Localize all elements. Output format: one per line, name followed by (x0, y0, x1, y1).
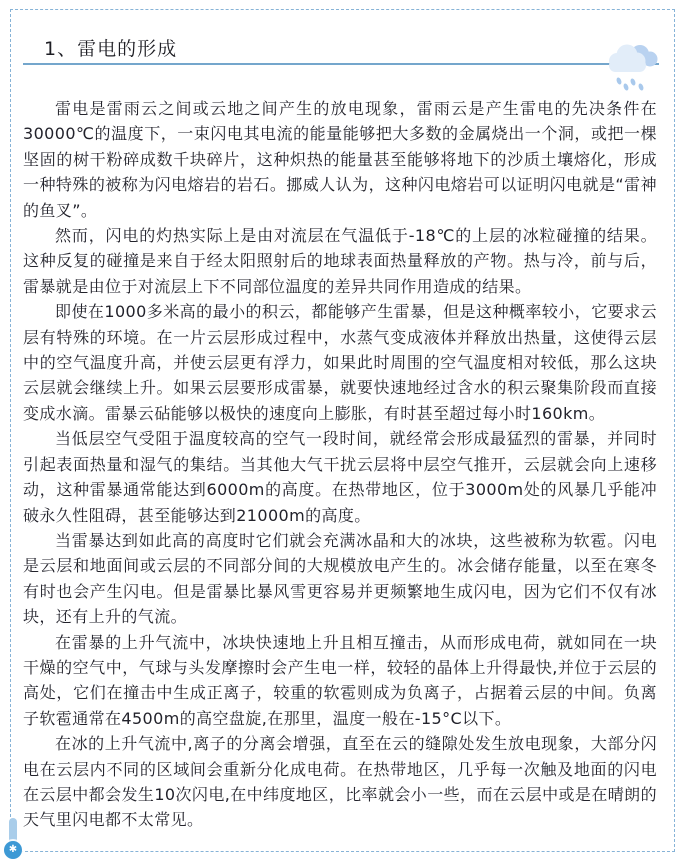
paragraph-graupel-discharge: 当雷暴达到如此高的高度时它们就会充满冰晶和大的冰块，这些被称为软雹。闪电是云层和地面间或云层的不同部分间的大规模放电产生的。冰会储存能量，以至在寒冬有时也会产生闪电。但是雷暴比暴风雪更容易并更频繁地生成闪电，因为它们不仅有冰块，还有上升的气流。 (23, 530, 657, 627)
paragraph-heat-origin: 然而，闪电的灼热实际上是由对流层在气温低于-18℃的上层的冰粒碰撞的结果。这种反复的碰撞是来自于经太阳照射后的地球表面热量释放的产物。热与冷，前与后，雷暴就是由位于对流层上下不同部位温度的差异共同作用造成的结果。 (23, 226, 657, 296)
paragraph-storm-height: 当低层空气受阻于温度较高的空气一段时间，就经常会形成最猛烈的雷暴，并同时引起表面热量和湿气的集结。当其他大气干扰云层将中层空气推开，云层就会向上速移动，这种雷暴通常能达到6000m的高度。在热带地区，位于3000m处的风暴几乎能冲破永久性阻碍，甚至能够达到21000m的高度。 (23, 429, 657, 525)
heading-underline (23, 63, 659, 65)
paragraph-charge-separation: 在雷暴的上升气流中，冰块快速地上升且相互撞击，从而形成电荷，就如同在一块干燥的空气中，气球与头发摩擦时会产生电一样，较轻的晶体上升得最快,并位于云层的高处，它们在撞击中生成正离子，较重的软雹则成为负离子，占据着云层的中间。负离子软雹通常在4500m的高空盘旋,在那里，温度一般在-15°C以下。 (23, 632, 657, 728)
snowflake-glyph: ✱ (8, 844, 18, 855)
article-body (23, 96, 657, 833)
paragraph-cumulus-formation: 即使在1000多米高的最小的积云，都能够产生雷暴，但是这种概率较小，它要求云层有特殊的环境。在一片云层形成过程中，水蒸气变成液体并释放出热量，这使得云层中的空气温度升高，并使云层更有浮力，如果此时周围的空气温度相对较低，那么这块云层就会继续上升。如果云层要形成雷暴，就要快速地经过含水的积云聚集阶段而直接变成水滴。雷暴云砧能够以极快的速度向上膨胀，有时甚至超过每小时160km。 (23, 302, 657, 423)
snowflake-pin-icon (0, 816, 28, 862)
pin-bulb (4, 841, 22, 859)
rain-cloud-icon (603, 40, 661, 102)
paragraph-lightning-intro: 雷电是雷雨云之间或云地之间产生的放电现象，雷雨云是产生雷电的先决条件在30000℃的温度下，一束闪电其电流的能量能够把大多数的金属烧出一个洞，或把一棵坚固的树干粉碎成数千块碎片，这种炽热的能量甚至能够将地下的沙质土壤熔化，形成一种特殊的被称为闪电熔岩的岩石。挪威人认为，这种闪电熔岩可以证明闪电就是“雷神的鱼叉”。 (23, 99, 657, 220)
paragraph-discharge-frequency: 在冰的上升气流中,离子的分离会增强，直至在云的缝隙处发生放电现象，大部分闪电在云层内不同的区域间会重新分化成电荷。在热带地区，几乎每一次触及地面的闪电在云层中都会发生10次闪电,在中纬度地区，比率就会小一些，而在云层中或是在晴朗的天气里闪电都不太常见。 (23, 734, 657, 830)
section-heading: 1、雷电的形成 (44, 38, 178, 60)
